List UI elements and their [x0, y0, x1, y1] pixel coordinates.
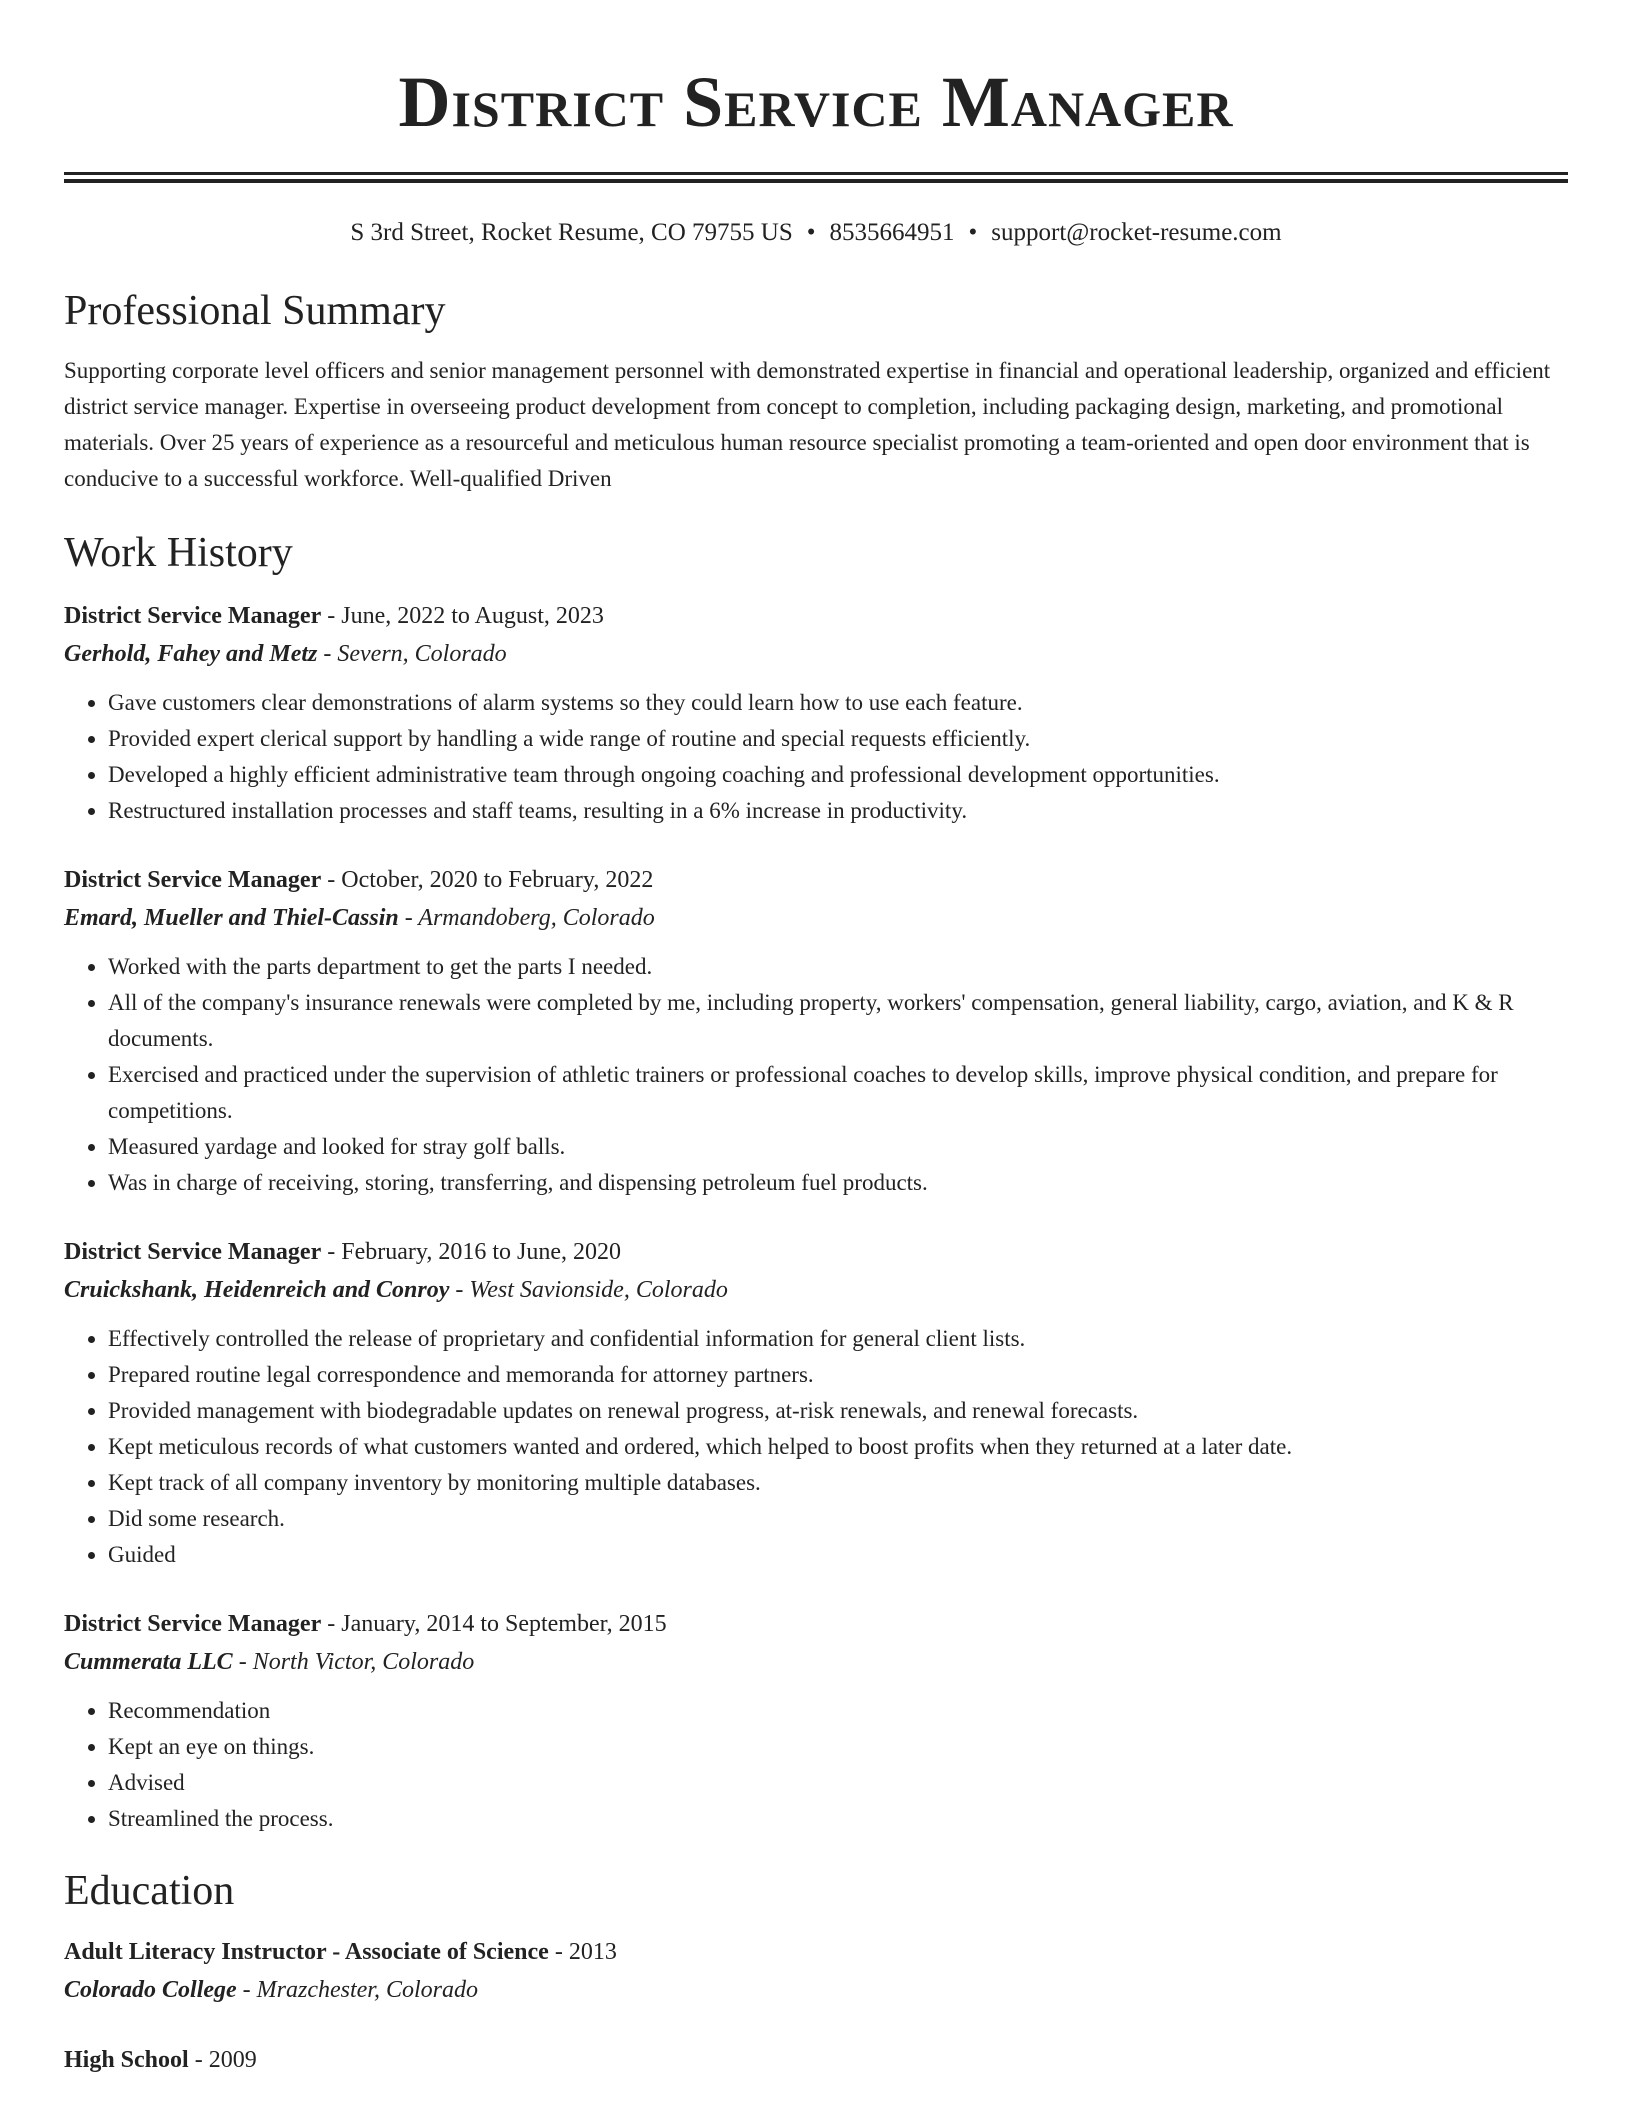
bullet-item: • Kept track of all company inventory by monitoring multiple databases.	[108, 1465, 1568, 1501]
bullet-item: • Measured yardage and looked for stray golf balls.	[108, 1129, 1568, 1165]
education-school-line	[64, 1971, 1568, 2009]
dash: -	[449, 1277, 470, 1303]
job-company: Gerhold, Fahey and Metz	[64, 641, 318, 667]
bullet-item: • Was in charge of receiving, storing, transferring, and dispensing petroleum fuel products.	[108, 1165, 1568, 1201]
bullet-item: • Kept meticulous records of what customers wanted and ordered, which helped to boost profits when they returned at a later date.	[108, 1429, 1568, 1465]
dash: -	[321, 1611, 342, 1637]
dash: -	[188, 2047, 209, 2073]
job-entry	[64, 1233, 1568, 1573]
job-entry	[64, 861, 1568, 1201]
job-bullets	[64, 949, 1568, 1201]
dash: -	[232, 1649, 253, 1675]
job-entry	[64, 1605, 1568, 1837]
job-location: Severn, Colorado	[337, 641, 507, 667]
bullet-item: • Restructured installation processes and staff teams, resulting in a 6% increase in productivity.	[108, 793, 1568, 829]
job-title-line	[64, 597, 1568, 635]
bullet-item: • All of the company's insurance renewals were completed by me, including property, workers' compensation, general liability, cargo, aviation, and K & R documents.	[108, 985, 1568, 1057]
bullet-item: • Kept an eye on things.	[108, 1729, 1568, 1765]
dash: -	[317, 641, 338, 667]
resume-title: District Service Manager	[398, 62, 1234, 142]
bullet-item: • Exercised and practiced under the supervision of athletic trainers or professional coaches to develop skills, improve physical condition, and prepare for competitions.	[108, 1057, 1568, 1129]
education-degree: Adult Literacy Instructor - Associate of Science	[64, 1939, 549, 1965]
job-company-line	[64, 635, 1568, 673]
job-location: North Victor, Colorado	[252, 1649, 475, 1675]
education-degree-line	[64, 2041, 1568, 2079]
job-role: District Service Manager	[64, 867, 322, 893]
job-entry	[64, 597, 1568, 829]
job-location: Armandoberg, Colorado	[418, 905, 655, 931]
job-bullets	[64, 685, 1568, 829]
job-company-line	[64, 1271, 1568, 1309]
summary-text: Supporting corporate level officers and senior management personnel with demonstrated expertise in financial and operational leadership, organized and efficient district service manager. Expertise in overseeing product development from concept to completion, including packaging design, marketing, and promotional materials. Over 25 years of experience as a resourceful and meticulous human resource specialist promoting a team-oriented and open door environment that is conducive to a successful workforce. Well-qualified Driven	[64, 358, 1551, 491]
education-degree-line	[64, 1933, 1568, 1971]
work-history-heading: Work History	[64, 530, 293, 576]
job-title-line	[64, 1233, 1568, 1271]
bullet-item: • Guided	[108, 1537, 1568, 1573]
dash: -	[548, 1939, 569, 1965]
job-company: Cummerata LLC	[64, 1649, 233, 1675]
bullet-item: • Gave customers clear demonstrations of alarm systems so they could learn how to use each feature.	[108, 685, 1568, 721]
bullet-item: • Streamlined the process.	[108, 1801, 1568, 1837]
dash: -	[398, 905, 419, 931]
job-company-line	[64, 899, 1568, 937]
job-bullets	[64, 1321, 1568, 1573]
dash: -	[321, 1239, 342, 1265]
education-year: 2009	[208, 2047, 257, 2073]
job-location: West Savionside, Colorado	[469, 1277, 728, 1303]
education-entry	[64, 2041, 1568, 2079]
job-role: District Service Manager	[64, 603, 322, 629]
education-entry	[64, 1933, 1568, 2009]
contact-phone: 8535664951	[829, 219, 955, 246]
education-school: Colorado College	[64, 1977, 237, 2003]
title-divider	[64, 172, 1568, 183]
job-company: Emard, Mueller and Thiel-Cassin	[64, 905, 399, 931]
bullet-item: • Recommendation	[108, 1693, 1568, 1729]
contact-email: support@rocket-resume.com	[991, 219, 1282, 246]
job-company: Cruickshank, Heidenreich and Conroy	[64, 1277, 450, 1303]
job-role: District Service Manager	[64, 1611, 322, 1637]
job-dates: January, 2014 to September, 2015	[341, 1611, 667, 1637]
bullet-item: • Developed a highly efficient administrative team through ongoing coaching and professional development opportunities.	[108, 757, 1568, 793]
bullet-item: • Did some research.	[108, 1501, 1568, 1537]
contact-separator: •	[968, 219, 978, 246]
summary-heading: Professional Summary	[64, 288, 446, 334]
education-year: 2013	[568, 1939, 617, 1965]
bullet-item: • Provided expert clerical support by handling a wide range of routine and special requests efficiently.	[108, 721, 1568, 757]
job-dates: June, 2022 to August, 2023	[341, 603, 604, 629]
job-title-line	[64, 1605, 1568, 1643]
job-dates: October, 2020 to February, 2022	[341, 867, 654, 893]
dash: -	[236, 1977, 257, 2003]
education-location: Mrazchester, Colorado	[256, 1977, 479, 2003]
bullet-item: • Advised	[108, 1765, 1568, 1801]
contact-separator: •	[806, 219, 816, 246]
bullet-item: • Provided management with biodegradable updates on renewal progress, at-risk renewals, and renewal forecasts.	[108, 1393, 1568, 1429]
job-dates: February, 2016 to June, 2020	[341, 1239, 621, 1265]
bullet-item: • Worked with the parts department to get the parts I needed.	[108, 949, 1568, 985]
job-title-line	[64, 861, 1568, 899]
job-company-line	[64, 1643, 1568, 1681]
education-heading: Education	[64, 1868, 235, 1914]
job-role: District Service Manager	[64, 1239, 322, 1265]
contact-address: S 3rd Street, Rocket Resume, CO 79755 US	[350, 219, 793, 246]
dash: -	[321, 603, 342, 629]
bullet-item: • Prepared routine legal correspondence and memoranda for attorney partners.	[108, 1357, 1568, 1393]
contact-line	[64, 217, 1568, 249]
dash: -	[321, 867, 342, 893]
job-bullets	[64, 1693, 1568, 1837]
education-degree: High School	[64, 2047, 189, 2073]
bullet-item: • Effectively controlled the release of proprietary and confidential information for general client lists.	[108, 1321, 1568, 1357]
